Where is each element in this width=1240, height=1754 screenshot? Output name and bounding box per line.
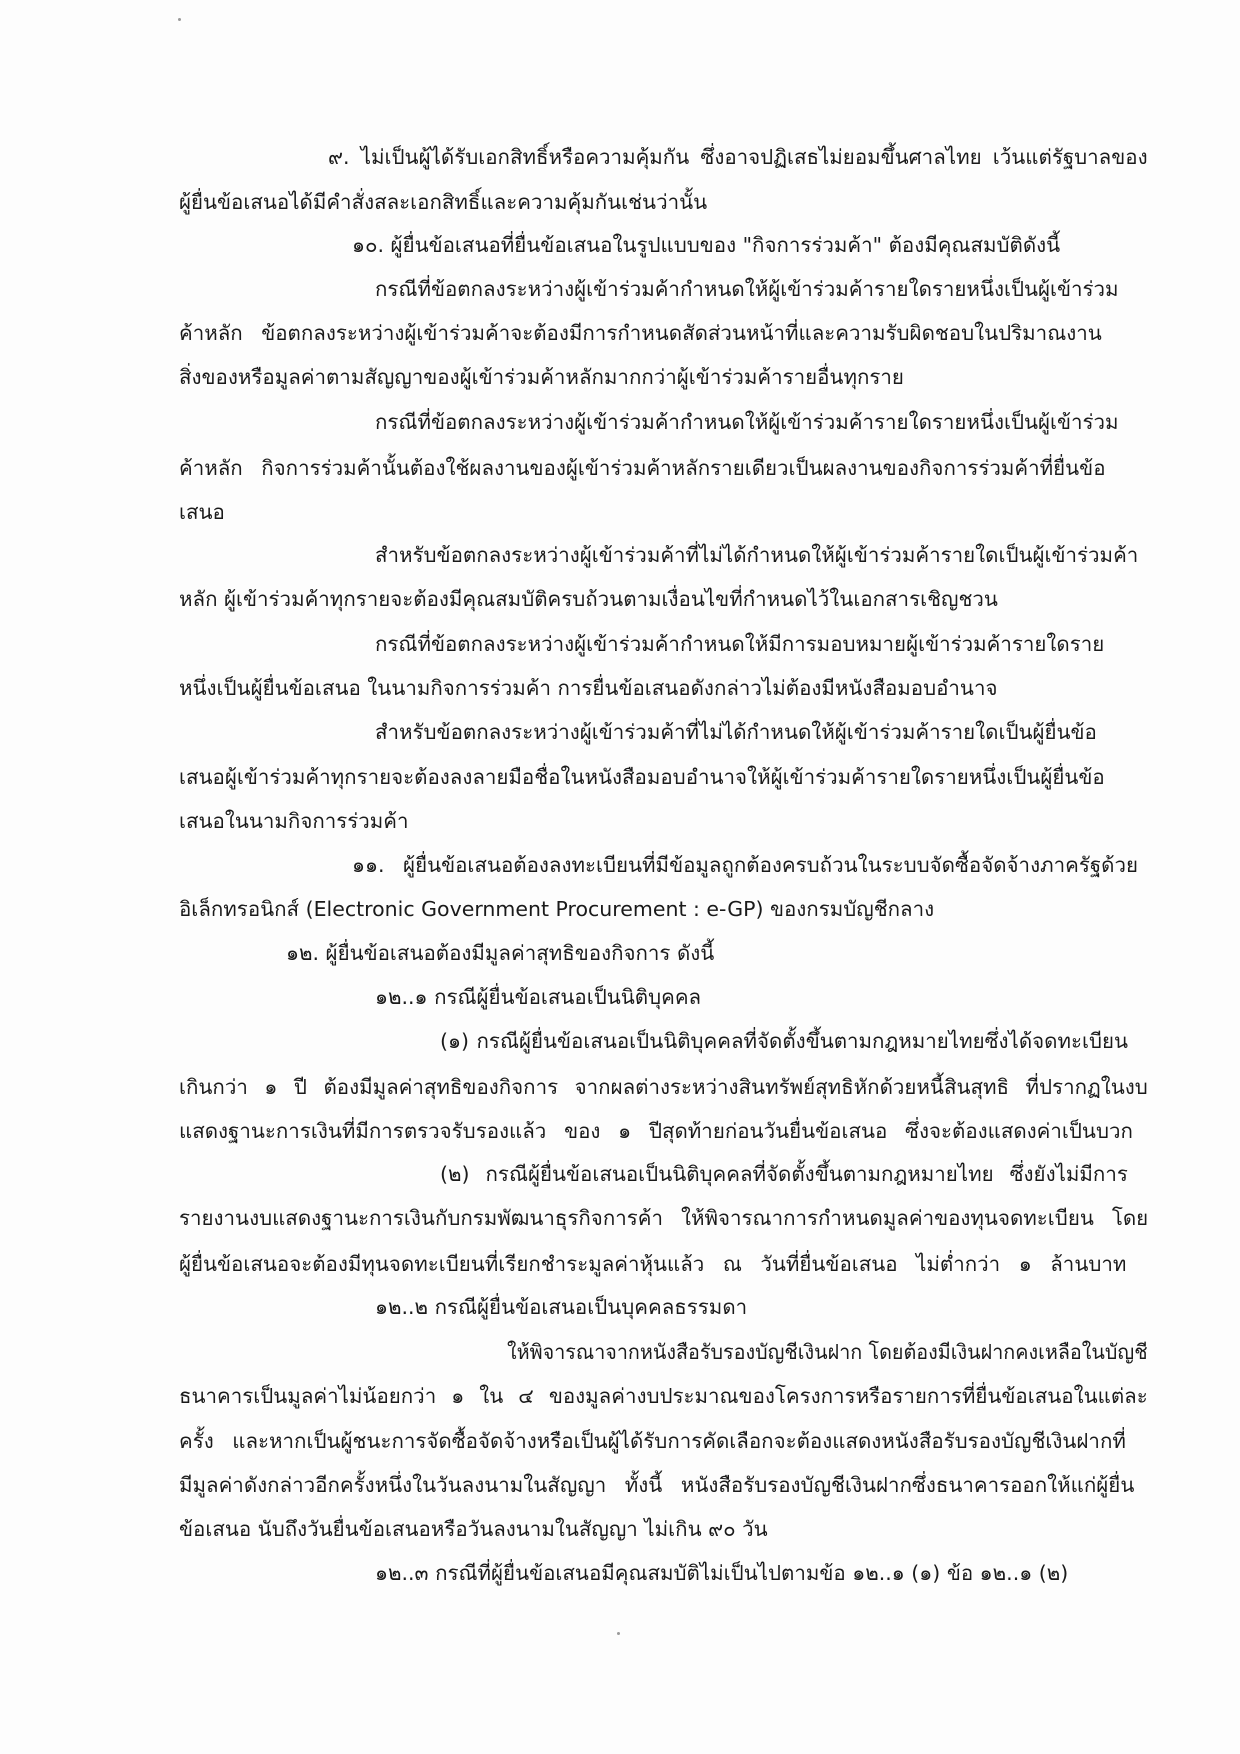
text-line: ๑๑. ผู้ยื่นข้อเสนอต้องลงทะเบียนที่มีข้อมูลถูกต้องครบถ้วนในระบบจัดซื้อจัดจ้างภาครัฐด้วย: [352, 853, 1138, 877]
text-line: ๙. ไม่เป็นผู้ได้รับเอกสิทธิ์หรือความคุ้มกัน ซึ่งอาจปฏิเสธไม่ยอมขึ้นศาลไทย เว้นแต่รัฐบาลของ: [328, 145, 1148, 169]
scan-speck: [178, 18, 181, 21]
text-line: สำหรับข้อตกลงระหว่างผู้เข้าร่วมค้าที่ไม่ได้กำหนดให้ผู้เข้าร่วมค้ารายใดเป็นผู้เข้าร่วมค้า: [375, 543, 1139, 567]
text-line: ข้อเสนอ นับถึงวันยื่นข้อเสนอหรือวันลงนามในสัญญา ไม่เกิน ๙๐ วัน: [179, 1517, 768, 1541]
text-line: (๒) กรณีผู้ยื่นข้อเสนอเป็นนิติบุคคลที่จัดตั้งขึ้นตามกฎหมายไทย ซึ่งยังไม่มีการ: [440, 1162, 1128, 1186]
text-line: เสนอในนามกิจการร่วมค้า: [179, 809, 409, 833]
text-line: ครั้ง และหากเป็นผู้ชนะการจัดซื้อจัดจ้างหรือเป็นผู้ได้รับการคัดเลือกจะต้องแสดงหนังสือรับรองบัญชีเงินฝากที่: [179, 1429, 1126, 1453]
text-line: มีมูลค่าดังกล่าวอีกครั้งหนึ่งในวันลงนามในสัญญา ทั้งนี้ หนังสือรับรองบัญชีเงินฝากซึ่งธนาคารออกให้แก่ผู้ยื่น: [179, 1473, 1135, 1497]
scan-speck: [617, 1632, 620, 1635]
text-line: ธนาคารเป็นมูลค่าไม่น้อยกว่า ๑ ใน ๔ ของมูลค่างบประมาณของโครงการหรือรายการที่ยื่นข้อเสนอในแต่ละ: [179, 1384, 1148, 1408]
text-line: เกินกว่า ๑ ปี ต้องมีมูลค่าสุทธิของกิจการ จากผลต่างระหว่างสินทรัพย์สุทธิหักด้วยหนี้สินสุทธิ ที่ปรากฏในงบ: [179, 1075, 1148, 1099]
text-line: ค้าหลัก กิจการร่วมค้านั้นต้องใช้ผลงานของผู้เข้าร่วมค้าหลักรายเดียวเป็นผลงานของกิจการร่วมค้าที่ยื่นข้อ: [179, 456, 1106, 480]
text-line: ๑๒..๓ กรณีที่ผู้ยื่นข้อเสนอมีคุณสมบัติไม่เป็นไปตามข้อ ๑๒..๑ (๑) ข้อ ๑๒..๑ (๒): [375, 1561, 1069, 1585]
text-line: รายงานงบแสดงฐานะการเงินกับกรมพัฒนาธุรกิจการค้า ให้พิจารณาการกำหนดมูลค่าของทุนจดทะเบียน โดย: [179, 1206, 1149, 1230]
text-line: กรณีที่ข้อตกลงระหว่างผู้เข้าร่วมค้ากำหนดให้มีการมอบหมายผู้เข้าร่วมค้ารายใดราย: [375, 632, 1105, 656]
text-line: (๑) กรณีผู้ยื่นข้อเสนอเป็นนิติบุคคลที่จัดตั้งขึ้นตามกฎหมายไทยซึ่งได้จดทะเบียน: [440, 1029, 1129, 1053]
text-line: ๑๒. ผู้ยื่นข้อเสนอต้องมีมูลค่าสุทธิของกิจการ ดังนี้: [286, 941, 715, 965]
text-line: ค้าหลัก ข้อตกลงระหว่างผู้เข้าร่วมค้าจะต้องมีการกำหนดสัดส่วนหน้าที่และความรับผิดชอบในปริมาณงาน: [179, 321, 1102, 345]
text-line: ผู้ยื่นข้อเสนอได้มีคำสั่งสละเอกสิทธิ์และความคุ้มกันเช่นว่านั้น: [179, 190, 708, 214]
text-line: ๑๐. ผู้ยื่นข้อเสนอที่ยื่นข้อเสนอในรูปแบบของ "กิจการร่วมค้า" ต้องมีคุณสมบัติดังนี้: [352, 233, 1061, 257]
text-line: หลัก ผู้เข้าร่วมค้าทุกรายจะต้องมีคุณสมบัติครบถ้วนตามเงื่อนไขที่กำหนดไว้ในเอกสารเชิญชวน: [179, 587, 998, 611]
text-line: หนึ่งเป็นผู้ยื่นข้อเสนอ ในนามกิจการร่วมค้า การยื่นข้อเสนอดังกล่าวไม่ต้องมีหนังสือมอบอำนาจ: [179, 676, 998, 700]
text-line: กรณีที่ข้อตกลงระหว่างผู้เข้าร่วมค้ากำหนดให้ผู้เข้าร่วมค้ารายใดรายหนึ่งเป็นผู้เข้าร่วม: [375, 277, 1119, 301]
text-line: แสดงฐานะการเงินที่มีการตรวจรับรองแล้ว ของ ๑ ปีสุดท้ายก่อนวันยื่นข้อเสนอ ซึ่งจะต้องแสดงค่าเป็นบวก: [179, 1119, 1133, 1143]
text-line: ให้พิจารณาจากหนังสือรับรองบัญชีเงินฝาก โดยต้องมีเงินฝากคงเหลือในบัญชี: [507, 1340, 1148, 1364]
text-line: สิ่งของหรือมูลค่าตามสัญญาของผู้เข้าร่วมค้าหลักมากกว่าผู้เข้าร่วมค้ารายอื่นทุกราย: [179, 365, 904, 389]
text-line: เสนอ: [179, 500, 225, 524]
text-line: ๑๒..๑ กรณีผู้ยื่นข้อเสนอเป็นนิติบุคคล: [375, 985, 702, 1009]
text-line: เสนอผู้เข้าร่วมค้าทุกรายจะต้องลงลายมือชื่อในหนังสือมอบอำนาจให้ผู้เข้าร่วมค้ารายใดรายหนึ่งเป็นผู้ยื่นข้อ: [179, 765, 1105, 789]
text-line: ผู้ยื่นข้อเสนอจะต้องมีทุนจดทะเบียนที่เรียกชำระมูลค่าหุ้นแล้ว ณ วันที่ยื่นข้อเสนอ ไม่ต่ำกว่า ๑ ล้านบาท: [179, 1252, 1127, 1276]
text-line: อิเล็กทรอนิกส์ (Electronic Government Procurement : e-GP) ของกรมบัญชีกลาง: [179, 897, 935, 921]
text-line: กรณีที่ข้อตกลงระหว่างผู้เข้าร่วมค้ากำหนดให้ผู้เข้าร่วมค้ารายใดรายหนึ่งเป็นผู้เข้าร่วม: [375, 410, 1119, 434]
text-line: สำหรับข้อตกลงระหว่างผู้เข้าร่วมค้าที่ไม่ได้กำหนดให้ผู้เข้าร่วมค้ารายใดเป็นผู้ยื่นข้อ: [375, 720, 1097, 744]
text-line: ๑๒..๒ กรณีผู้ยื่นข้อเสนอเป็นบุคคลธรรมดา: [375, 1295, 748, 1319]
